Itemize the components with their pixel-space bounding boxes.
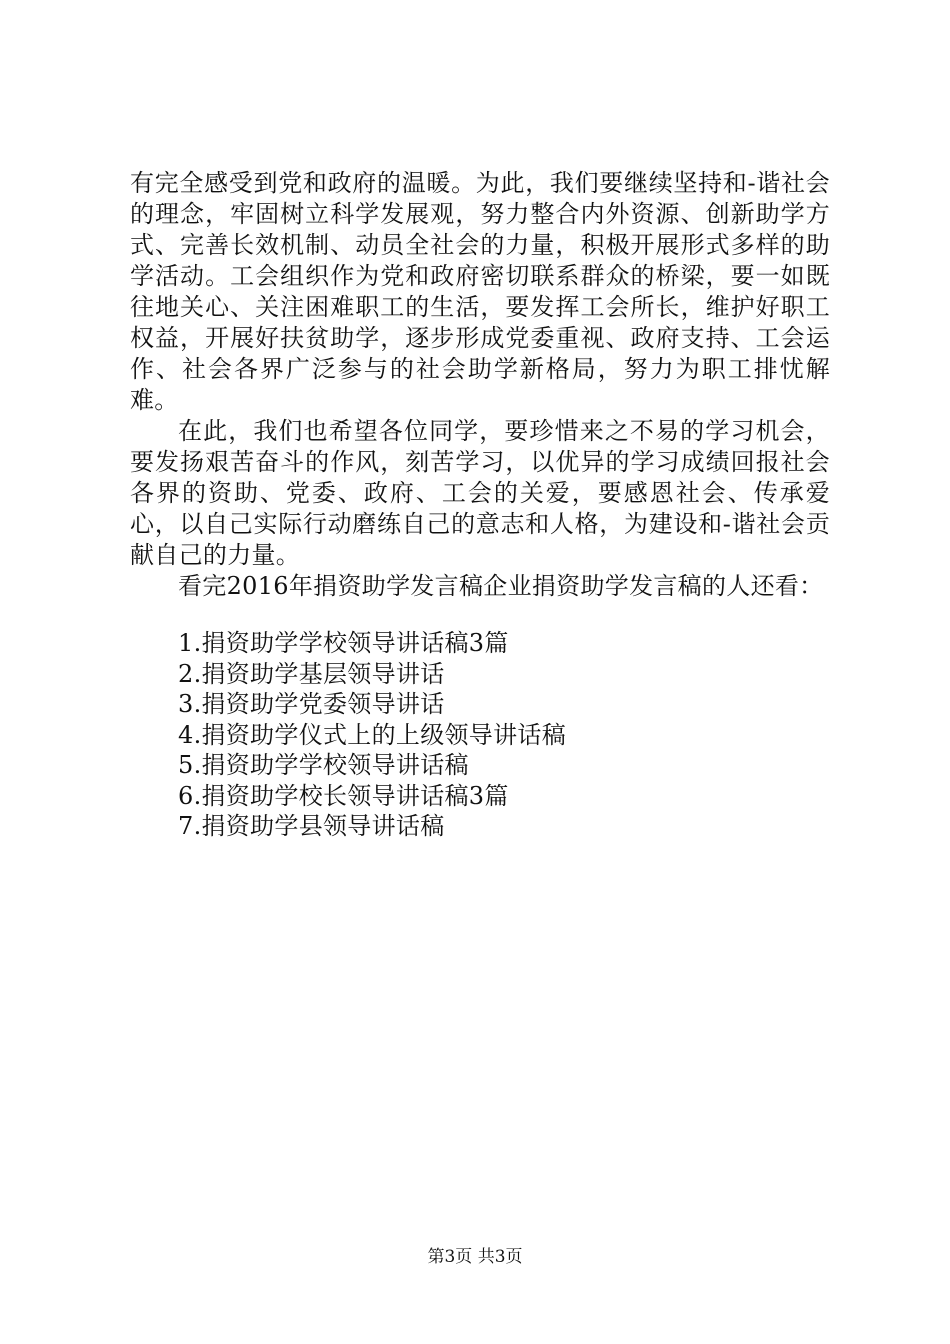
document-page [130,168,830,842]
related-articles-intro: 看完2016年捐资助学发言稿企业捐资助学发言稿的人还看： [178,572,824,600]
page-number-footer: 第3页 共3页 [427,1247,523,1267]
related-article-link[interactable]: 5.捐资助学学校领导讲话稿 [178,751,469,779]
related-articles-list [178,628,830,842]
related-article-link[interactable]: 3.捐资助学党委领导讲话 [178,690,445,718]
body-paragraph-2: 在此，我们也希望各位同学，要珍惜来之不易的学习机会，要发扬艰苦奋斗的作风，刻苦学习，以优异的学习成绩回报社会各界的资助、党委、政府、工会的关爱，要感恩社会、传承爱心，以自己实际行动磨练自己的意志和人格，为建设和-谐社会贡献自己的力量。 [130,417,830,569]
related-article-link[interactable]: 6.捐资助学校长领导讲话稿3篇 [178,781,509,810]
related-article-link[interactable]: 2.捐资助学基层领导讲话 [178,659,445,688]
related-article-link[interactable]: 4.捐资助学仪式上的上级领导讲话稿 [178,720,566,749]
related-article-link[interactable]: 7.捐资助学县领导讲话稿 [178,812,445,840]
body-paragraph-1: 有完全感受到党和政府的温暖。为此，我们要继续坚持和-谐社会的理念，牢固树立科学发展观，努力整合内外资源、创新助学方式、完善长效机制、动员全社会的力量，积极开展形式多样的助学活动。工会组织作为党和政府密切联系群众的桥梁，要一如既往地关心、关注困难职工的生活，要发挥工会所长，维护好职工权益，开展好扶贫助学，逐步形成党委重视、政府支持、工会运作、社会各界广泛参与的社会助学新格局，努力为职工排忧解难。 [130,169,830,414]
related-article-link[interactable]: 1.捐资助学学校领导讲话稿3篇 [178,629,509,657]
